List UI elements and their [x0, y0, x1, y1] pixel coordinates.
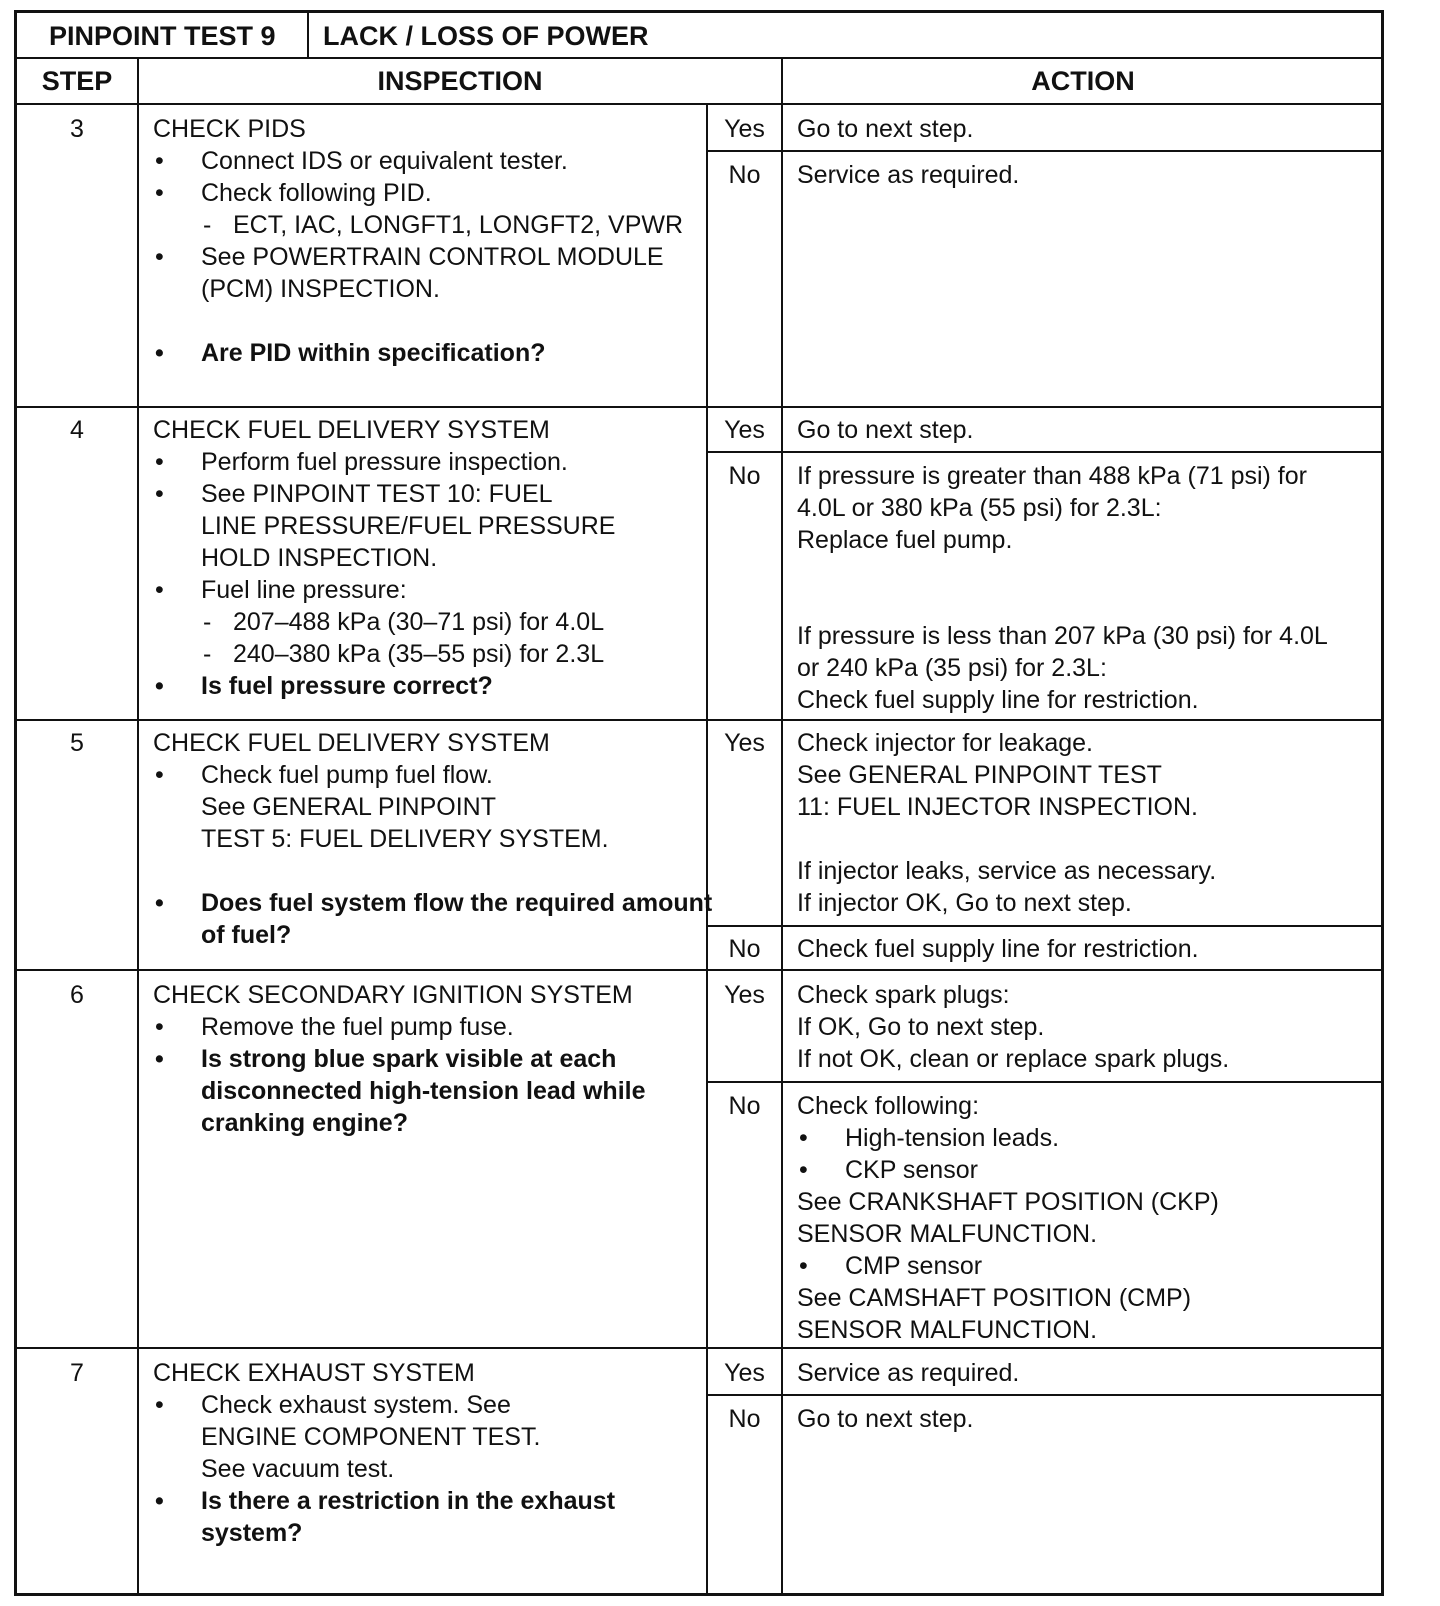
test-label: PINPOINT TEST 9: [49, 21, 276, 51]
action-bullet: • CKP sensor: [797, 1154, 1377, 1186]
yes-no-divider: [707, 1394, 1383, 1396]
yes-no-divider: [707, 925, 1383, 927]
inspection-title: CHECK SECONDARY IGNITION SYSTEM: [153, 981, 633, 1009]
no-action: [797, 159, 1377, 191]
action-text: Service as required.: [797, 161, 1020, 189]
yes-action: [797, 1357, 1377, 1389]
inspection-reference: LINE PRESSURE/FUEL PRESSURE: [201, 512, 616, 540]
action-text: Replace fuel pump.: [797, 526, 1013, 554]
yes-label: Yes: [724, 115, 765, 143]
inspection-subitem: - 207–488 kPa (30–71 psi) for 4.0L: [153, 606, 713, 638]
action-text: Go to next step.: [797, 115, 974, 143]
inspection-reference: TEST 5: FUEL DELIVERY SYSTEM.: [201, 825, 609, 853]
step-number: 5: [70, 729, 84, 757]
action-text: Go to next step.: [797, 416, 974, 444]
action-text: 11: FUEL INJECTOR INSPECTION.: [797, 793, 1199, 821]
yes-label: Yes: [724, 1359, 765, 1387]
inspection-question: • Is strong blue spark visible at each disconnected high-tension lead while cranking engine?: [153, 1043, 713, 1139]
inspection-bullet: • Perform fuel pressure inspection.: [153, 446, 713, 478]
inspection-bullet: • Connect IDS or equivalent tester.: [153, 145, 713, 177]
inspection-subitem: - 240–380 kPa (35–55 psi) for 2.3L: [153, 638, 713, 670]
action-text: If OK, Go to next step.: [797, 1013, 1045, 1041]
action-text: If pressure is less than 207 kPa (30 psi) for 4.0L: [797, 622, 1328, 650]
title-divider: [307, 13, 309, 58]
step-number: 3: [70, 115, 84, 143]
inspection-subitem: - ECT, IAC, LONGFT1, LONGFT2, VPWR: [153, 209, 713, 241]
row-divider: [17, 1347, 1383, 1349]
yes-no-divider: [707, 1081, 1383, 1083]
no-label: No: [728, 1092, 761, 1120]
step-column-divider: [137, 58, 139, 1596]
inspection-bullet: • Check following PID.: [153, 177, 713, 209]
step-number: 6: [70, 981, 84, 1009]
column-header-step: STEP: [41, 66, 113, 96]
action-text: See GENERAL PINPOINT TEST: [797, 761, 1162, 789]
yes-no-divider: [707, 451, 1383, 453]
no-label: No: [728, 1405, 761, 1433]
action-text: See CRANKSHAFT POSITION (CKP): [797, 1188, 1219, 1216]
action-text: SENSOR MALFUNCTION.: [797, 1316, 1098, 1344]
action-text: Check following:: [797, 1092, 980, 1120]
column-header-inspection: INSPECTION: [377, 66, 543, 96]
test-title: LACK / LOSS OF POWER: [323, 21, 649, 51]
inspection-question: • Are PID within specification?: [153, 337, 713, 369]
reference-line: See PINPOINT TEST 10: FUEL: [201, 480, 553, 508]
action-text: Go to next step.: [797, 1405, 974, 1433]
no-label: No: [728, 935, 761, 963]
inspection-reference: ENGINE COMPONENT TEST.: [201, 1423, 541, 1451]
yes-label: Yes: [724, 981, 765, 1009]
no-action: [797, 1090, 1377, 1346]
no-action: [797, 460, 1377, 716]
inspection-cell: [153, 727, 713, 951]
column-header-divider: [17, 103, 1383, 105]
no-label: No: [728, 161, 761, 189]
inspection-bullet: • Fuel line pressure:: [153, 574, 713, 606]
yes-label: Yes: [724, 416, 765, 444]
inspection-cell: [153, 113, 713, 369]
yes-label: Yes: [724, 729, 765, 757]
inspection-reference: See vacuum test.: [201, 1455, 395, 1483]
inspection-cell: [153, 979, 713, 1139]
inspection-question: • Does fuel system flow the required amount of fuel?: [153, 887, 713, 951]
row-divider: [17, 719, 1383, 721]
inspection-bullet: • Remove the fuel pump fuse.: [153, 1011, 713, 1043]
action-text: If not OK, clean or replace spark plugs.: [797, 1045, 1230, 1073]
action-text: If injector leaks, service as necessary.: [797, 857, 1217, 885]
action-bullet: • High-tension leads.: [797, 1122, 1377, 1154]
inspection-bullet: • See POWERTRAIN CONTROL MODULE (PCM) INSPECTION.: [153, 241, 713, 305]
step-number: 7: [70, 1359, 84, 1387]
yes-no-divider: [707, 150, 1383, 152]
no-label: No: [728, 462, 761, 490]
inspection-title: CHECK EXHAUST SYSTEM: [153, 1359, 475, 1387]
inspection-cell: [153, 414, 713, 702]
inspection-title: CHECK FUEL DELIVERY SYSTEM: [153, 729, 550, 757]
action-text: or 240 kPa (35 psi) for 2.3L:: [797, 654, 1107, 682]
action-text: Check spark plugs:: [797, 981, 1010, 1009]
pinpoint-test-table: [14, 10, 1384, 1596]
no-action: [797, 1403, 1377, 1435]
action-text: Check injector for leakage.: [797, 729, 1093, 757]
action-text: See CAMSHAFT POSITION (CMP): [797, 1284, 1192, 1312]
inspection-bullet: • Check exhaust system. See: [153, 1389, 713, 1421]
row-divider: [17, 969, 1383, 971]
action-text: SENSOR MALFUNCTION.: [797, 1220, 1098, 1248]
step-number: 4: [70, 416, 84, 444]
inspection-bullet: • Check fuel pump fuel flow.: [153, 759, 713, 791]
yes-action: [797, 727, 1377, 919]
inspection-reference: [153, 478, 713, 510]
action-text: Check fuel supply line for restriction.: [797, 686, 1199, 714]
yes-action: [797, 113, 1377, 145]
inspection-question: • Is there a restriction in the exhaust system?: [153, 1485, 713, 1549]
inspection-title: CHECK FUEL DELIVERY SYSTEM: [153, 416, 550, 444]
action-text: Check fuel supply line for restriction.: [797, 935, 1199, 963]
action-text: If pressure is greater than 488 kPa (71 psi) for: [797, 462, 1307, 490]
inspection-title: CHECK PIDS: [153, 115, 306, 143]
action-text: If injector OK, Go to next step.: [797, 889, 1132, 917]
inspection-question: • Is fuel pressure correct?: [153, 670, 713, 702]
inspection-cell: [153, 1357, 713, 1549]
column-header-action: ACTION: [1031, 66, 1135, 96]
action-bullet: • CMP sensor: [797, 1250, 1377, 1282]
action-text: 4.0L or 380 kPa (55 psi) for 2.3L:: [797, 494, 1162, 522]
no-action: [797, 933, 1377, 965]
yes-action: [797, 979, 1377, 1075]
row-divider: [17, 406, 1383, 408]
inspection-reference: HOLD INSPECTION.: [201, 544, 438, 572]
action-text: Service as required.: [797, 1359, 1020, 1387]
yes-action: [797, 414, 1377, 446]
inspection-reference: See GENERAL PINPOINT: [201, 793, 496, 821]
